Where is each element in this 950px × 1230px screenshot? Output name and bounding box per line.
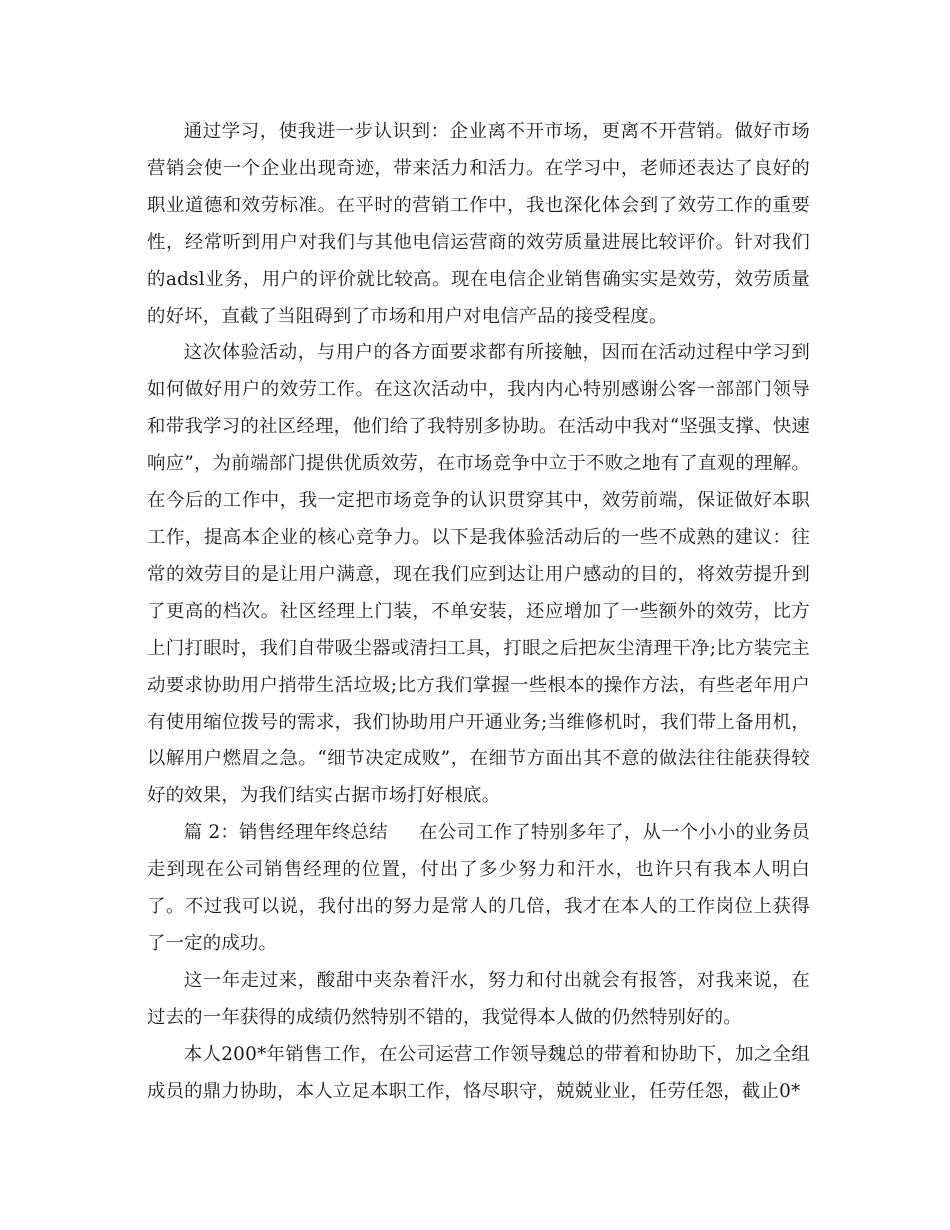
paragraph-1-text: 通过学习，使我进一步认识到：企业离不开市场，更离不开营销。做好市场营销会使一个企业出现奇迹，带来活力和活力。在学习中，老师还表达了良好的职业道德和效劳标准。在平时的营销工作中，我也深化体会到了效劳工作的重要性，经常听到用户对我们与其他电信运营商的效劳质量进展比较评价。针对我们的adsl业务，用户的评价就比较高。现在电信企业销售确实实是效劳，效劳质量的好坏，直截了当阻碍到了市场和用户对电信产品的接受程度。 (147, 121, 810, 327)
paragraph-4 (147, 963, 810, 1037)
paragraph-2-text: 这次体验活动，与用户的各方面要求都有所接触，因而在活动过程中学习到如何做好用户的效劳工作。在这次活动中，我内内心特别感谢公客一部部门领导和带我学习的社区经理，他们给了我特别多协助。在活动中我对“坚强支撑、快速响应”，为前端部门提供优质效劳，在市场竞争中立于不败之地有了直观的理解。在今后的工作中，我一定把市场竞争的认识贯穿其中，效劳前端，保证做好本职工作，提高本企业的核心竞争力。以下是我体验活动后的一些不成熟的建议：往常的效劳目的是让用户满意，现在我们应到达让用户感动的目的，将效劳提升到了更高的档次。社区经理上门装，不单安装，还应增加了一些额外的效劳，比方上门打眼时，我们自带吸尘器或清扫工具，打眼之后把灰尘清理干净;比方装完主动要求协助用户捎带生活垃圾;比方我们掌握一些根本的操作方法，有些老年用户有使用缩位拨号的需求，我们协助用户开通业务;当维修机时，我们带上备用机，以解用户燃眉之急。“细节决定成败”，在细节方面出其不意的做法往往能获得较好的效果，为我们结实占据市场打好根底。 (147, 342, 810, 807)
paragraph-3 (147, 815, 810, 963)
paragraph-5-text: 本人200*年销售工作，在公司运营工作领导魏总的带着和协助下，加之全组成员的鼎力协助，本人立足本职工作，恪尽职守，兢兢业业，任劳任怨，截止0* (147, 1043, 810, 1102)
paragraph-1 (147, 114, 810, 335)
document-body (147, 114, 810, 1110)
section-heading: 篇 2：销售经理年终总结 (183, 822, 388, 844)
paragraph-4-text: 这一年走过来，酸甜中夹杂着汗水，努力和付出就会有报答，对我来说，在过去的一年获得的成绩仍然特别不错的，我觉得本人做的仍然特别好的。 (147, 969, 810, 1028)
paragraph-3-text: 在公司工作了特别多年了，从一个小小的业务员走到现在公司销售经理的位置，付出了多少努力和汗水，也许只有我本人明白了。不过我可以说，我付出的努力是常人的几倍，我才在本人的工作岗位上获得了一定的成功。 (147, 822, 810, 954)
paragraph-5 (147, 1037, 810, 1111)
paragraph-2 (147, 335, 810, 815)
